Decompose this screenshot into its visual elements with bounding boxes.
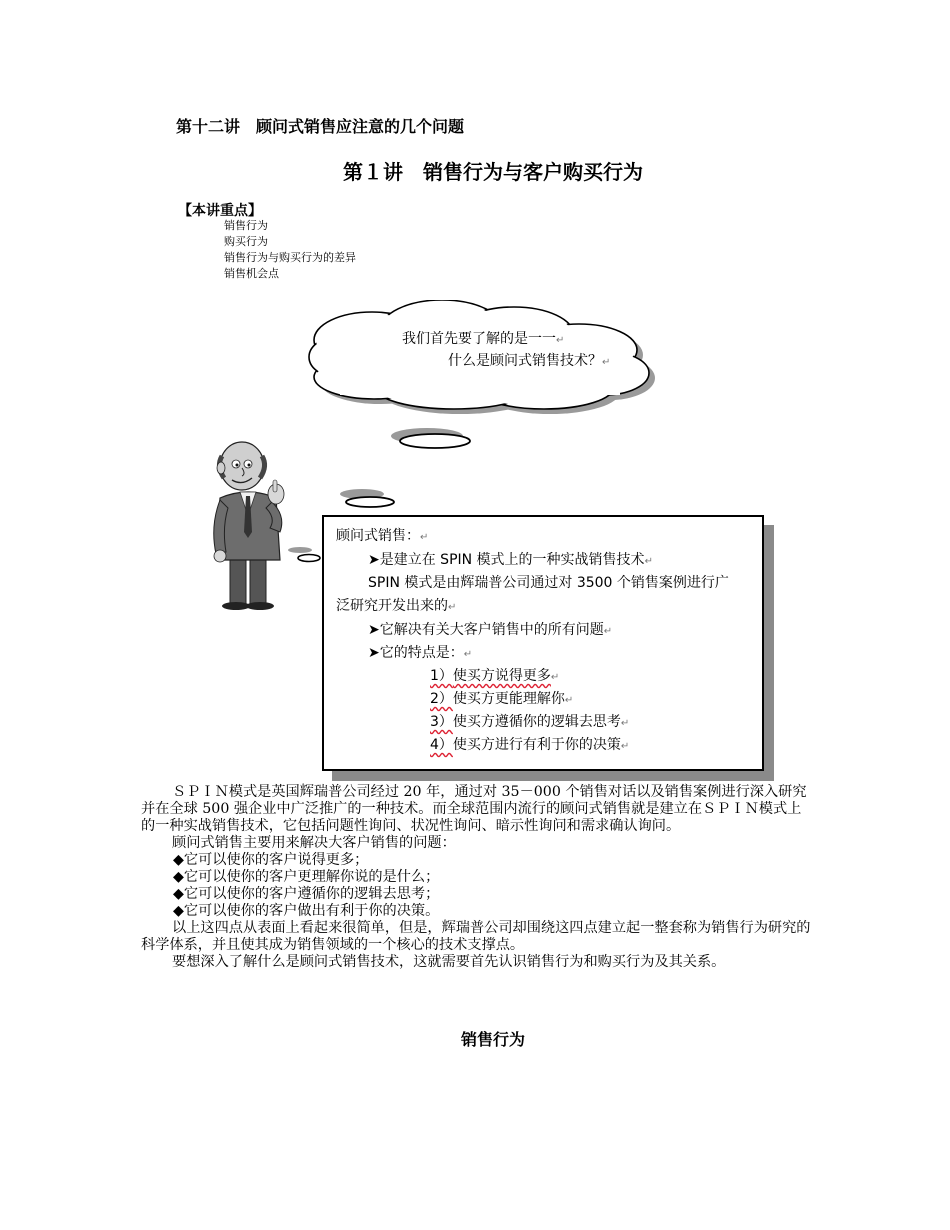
info-box-paragraph-line1: SPIN 模式是由辉瑞普公司通过对 3500 个销售案例进行广 (368, 575, 729, 591)
bullet-item: ◆它可以使你的客户做出有利于你的决策。 (173, 903, 440, 919)
chapter-title: 第十二讲 顾问式销售应注意的几个问题 (176, 117, 465, 136)
body-paragraph: 以上这四点从表面上看起来很简单，但是，辉瑞普公司却围绕这四点建立起一整套称为销售行为研究的科学体系，并且使其成为销售领域的一个核心的技术支撑点。 (141, 920, 811, 953)
key-point-item: 销售机会点 (224, 267, 279, 280)
bullet-item: ◆它可以使你的客户更理解你说的是什么； (173, 869, 440, 885)
salesman-illustration (206, 436, 294, 610)
key-point-item: 销售行为 (224, 219, 268, 232)
feature-item: 1）使买方说得更多↵ (430, 668, 560, 684)
key-point-item: 购买行为 (224, 235, 268, 248)
salesman-figure (214, 442, 284, 610)
feature-item: 4）使买方进行有利于你的决策↵ (430, 737, 630, 753)
body-text (141, 784, 811, 971)
cloud-text-line1: 我们首先要了解的是一一↵ (402, 331, 565, 347)
bullet-item: ◆它可以使你的客户说得更多； (173, 852, 369, 868)
info-box-paragraph-line2: 泛研究开发出来的↵ (336, 598, 457, 614)
key-points-list (224, 218, 356, 282)
thought-bubble-medium (340, 489, 394, 507)
info-box-point-2: ➤它解决有关大客户销售中的所有问题↵ (368, 622, 613, 638)
thought-bubble-large (391, 428, 470, 448)
section-heading: 销售行为 (460, 1030, 525, 1049)
feature-item: 2）使买方更能理解你↵ (430, 691, 574, 707)
body-paragraph: 要想深入了解什么是顾问式销售技术，这就需要首先认识销售行为和购买行为及其关系。 (172, 954, 726, 970)
body-paragraph: ＳＰＩＮ模式是英国辉瑞普公司经过 20 年，通过对 35－000 个销售对话以及销售案例进行深入研究并在全球 500 强企业中广泛推广的一种技术。而全球范围内流行的顾问式销售就是建立在ＳＰＩＮ模式上的一种实战销售技术，它包括问题性询问、状况性询问、暗示性询问和需求确认询问。 (141, 784, 807, 834)
body-paragraph: 顾问式销售主要用来解决大客户销售的问题： (172, 835, 456, 851)
feature-item: 3）使买方遵循你的逻辑去思考↵ (430, 714, 630, 730)
info-box-heading: 顾问式销售：↵ (336, 528, 429, 544)
key-point-item: 销售行为与购买行为的差异 (224, 251, 356, 264)
bullet-item: ◆它可以使你的客户遵循你的逻辑去思考； (173, 886, 440, 902)
info-box-point-1: ➤是建立在 SPIN 模式上的一种实战销售技术↵ (368, 552, 653, 568)
cloud-text-line2: 什么是顾问式销售技术？↵ (448, 353, 611, 369)
lecture-title: 第１讲 销售行为与客户购买行为 (343, 160, 643, 184)
key-points-title: 【本讲重点】 (178, 203, 262, 219)
info-box-point-3: ➤它的特点是：↵ (368, 645, 473, 661)
spin-info-box (322, 515, 764, 771)
